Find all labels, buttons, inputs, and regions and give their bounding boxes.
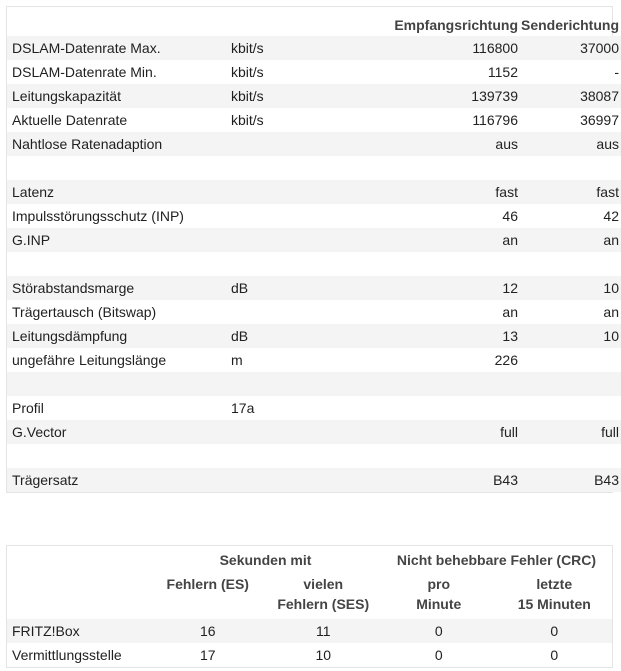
downstream-value: 226 [361, 348, 518, 372]
row-label: Vermittlungsstelle [12, 647, 122, 663]
downstream-value: 13 [361, 324, 518, 348]
row-unit [231, 372, 361, 396]
row-unit [231, 132, 361, 156]
es-value: 17 [199, 647, 216, 663]
table-row [7, 276, 621, 300]
upstream-value [518, 396, 621, 420]
row-unit [231, 156, 361, 180]
upstream-value: aus [518, 132, 621, 156]
crc-group-header: Nicht behebbare Fehler (CRC) [396, 552, 597, 568]
row-label: ungefähre Leitungslänge [7, 348, 231, 372]
es-value: 16 [150, 619, 266, 643]
downstream-value [361, 396, 518, 420]
table-row [7, 444, 621, 468]
downstream-value [361, 372, 518, 396]
row-label: Nahtlose Ratenadaption [7, 132, 231, 156]
row-label: Trägertausch (Bitswap) [7, 300, 231, 324]
upstream-value: 10 [518, 276, 621, 300]
downstream-value: full [361, 420, 518, 444]
row-unit: kbit/s [231, 108, 361, 132]
table-row [7, 156, 621, 180]
upstream-value [518, 252, 621, 276]
row-label: G.INP [7, 228, 231, 252]
per-minute-column-header: pro Minute [416, 576, 462, 612]
table-row [7, 204, 621, 228]
upstream-value [518, 444, 621, 468]
seconds-group-header: Sekunden mit [219, 552, 312, 568]
row-label: FRITZ!Box [7, 619, 150, 643]
row-unit [231, 180, 361, 204]
downstream-value: 12 [361, 276, 518, 300]
es-column-header: Fehlern (ES) [166, 576, 249, 592]
row-unit: dB [231, 276, 361, 300]
table-row [7, 420, 621, 444]
row-label: Trägersatz [7, 468, 231, 492]
row-unit [231, 228, 361, 252]
upstream-value: 10 [518, 324, 621, 348]
table-row [7, 132, 621, 156]
table-row [7, 252, 621, 276]
upstream-value: an [518, 300, 621, 324]
table-row [7, 60, 621, 84]
upstream-value [518, 156, 621, 180]
upstream-value: B43 [518, 468, 621, 492]
error-statistics-table [7, 546, 612, 667]
table-row [7, 108, 621, 132]
last-15-minutes-value: 0 [550, 647, 559, 663]
error-statistics-panel [6, 545, 613, 668]
row-label [7, 252, 231, 276]
upstream-value: - [518, 60, 621, 84]
row-unit: m [231, 348, 361, 372]
row-label: Impulsstörungsschutz (INP) [7, 204, 231, 228]
table-row [7, 468, 621, 492]
downstream-value: fast [361, 180, 518, 204]
row-unit: kbit/s [231, 36, 361, 60]
row-label [7, 444, 231, 468]
row-unit [231, 204, 361, 228]
row-unit: kbit/s [231, 60, 361, 84]
row-unit [231, 420, 361, 444]
downstream-value: 139739 [361, 84, 518, 108]
downstream-value: 116800 [361, 36, 518, 60]
row-label [7, 156, 231, 180]
row-label: DSLAM-Datenrate Min. [7, 60, 231, 84]
table-row [7, 619, 612, 643]
downstream-value [361, 444, 518, 468]
upstream-header: Senderichtung [520, 17, 619, 33]
row-unit [231, 252, 361, 276]
downstream-value: aus [361, 132, 518, 156]
row-unit [231, 300, 361, 324]
last-15-minutes-column-header: letzte 15 Minuten [517, 576, 591, 612]
downstream-value [361, 156, 518, 180]
upstream-value: 37000 [518, 36, 621, 60]
dsl-info-table [7, 7, 621, 492]
row-label: DSLAM-Datenrate Max. [7, 36, 231, 60]
row-unit [231, 468, 361, 492]
row-label: Profil [7, 396, 231, 420]
downstream-value: an [361, 228, 518, 252]
row-label: Latenz [7, 180, 231, 204]
upstream-value: full [518, 420, 621, 444]
error-table-column-header [7, 574, 612, 619]
error-table-group-header [7, 546, 612, 574]
row-unit: kbit/s [231, 84, 361, 108]
dsl-info-panel [6, 6, 619, 493]
table-row [7, 372, 621, 396]
downstream-value: 1152 [361, 60, 518, 84]
downstream-value: 116796 [361, 108, 518, 132]
last-15-minutes-value: 0 [497, 619, 613, 643]
upstream-value: 36997 [518, 108, 621, 132]
downstream-value: an [361, 300, 518, 324]
table-row [7, 396, 621, 420]
upstream-value: fast [518, 180, 621, 204]
row-unit [231, 444, 361, 468]
table-row [7, 180, 621, 204]
table-row [7, 228, 621, 252]
upstream-value: 38087 [518, 84, 621, 108]
per-minute-value: 0 [381, 619, 497, 643]
upstream-value: 42 [518, 204, 621, 228]
downstream-value: B43 [361, 468, 518, 492]
table-row [7, 84, 621, 108]
upstream-value: an [518, 228, 621, 252]
table-row [7, 300, 621, 324]
dsl-table-header [7, 7, 621, 36]
downstream-value [361, 252, 518, 276]
downstream-value: 46 [361, 204, 518, 228]
ses-column-header: vielen Fehlern (SES) [277, 576, 370, 612]
row-label: Leitungsdämpfung [7, 324, 231, 348]
ses-value: 10 [315, 647, 332, 663]
table-row [7, 36, 621, 60]
table-row [7, 348, 621, 372]
row-label: Leitungskapazität [7, 84, 231, 108]
row-unit: 17a [231, 396, 361, 420]
table-row [7, 324, 621, 348]
upstream-value [518, 348, 621, 372]
row-unit: dB [231, 324, 361, 348]
row-label: G.Vector [7, 420, 231, 444]
upstream-value [518, 372, 621, 396]
downstream-header: Empfangsrichtung [394, 17, 518, 33]
table-row [7, 643, 612, 667]
ses-value: 11 [266, 619, 382, 643]
row-label: Störabstandsmarge [7, 276, 231, 300]
row-label [7, 372, 231, 396]
row-label: Aktuelle Datenrate [7, 108, 231, 132]
per-minute-value: 0 [434, 647, 443, 663]
